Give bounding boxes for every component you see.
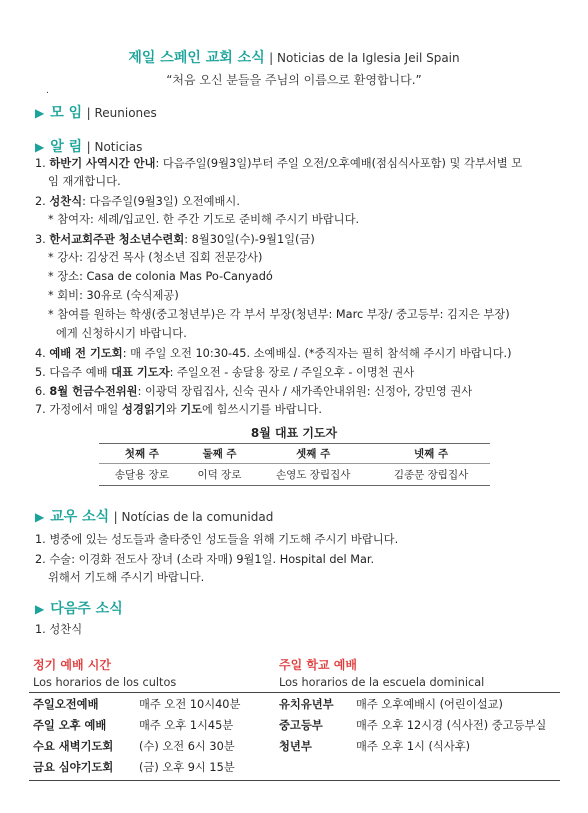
notice-2 — [35, 193, 240, 210]
table-cell: 송달용 장로 — [99, 464, 185, 486]
notice-bold: 한서교회주관 청소년수련회 — [49, 233, 185, 246]
schedule-time: (금) 오후 9시 15분 — [139, 761, 235, 774]
notice-4 — [35, 345, 512, 362]
next-1: 1. 성찬식 — [35, 623, 83, 636]
welcome-subtitle: “처음 오신 분들을 주님의 이름으로 환영합니다.” — [166, 73, 422, 87]
worship-schedule-subtitle: Los horarios de los cultos — [33, 676, 177, 689]
schedule-time: 매주 오전 10시40분 — [139, 698, 241, 711]
notice-text: : 매 주일 오전 10:30-45. 소예배실. (*중직자는 필히 참석해 주시기 바랍니다.) — [122, 347, 512, 360]
section-label-ko: 모 임 — [50, 105, 83, 121]
section-comunidad-heading — [35, 506, 273, 526]
schedule-row — [33, 759, 235, 775]
schedule-time: 매주 오후 1시45분 — [139, 719, 234, 732]
triangle-right-icon: ▶ — [35, 602, 45, 616]
schedule-time: 매주 오후 12시경 (식사전) 중고등부실 — [356, 719, 547, 732]
section-label-es: | Notícias de la comunidad — [113, 510, 274, 524]
notice-1-cont: 임 재개합니다. — [48, 175, 121, 188]
notice-3-sub-cont: 에게 신청하시기 바랍니다. — [56, 327, 187, 340]
sunday-school-title: 주일 학교 예배 — [279, 658, 357, 672]
table-cell: 손영도 장립집사 — [254, 464, 372, 486]
notice-3-sub: * 참여를 원하는 학생(중고청년부)은 각 부서 부장(청년부: Marc 부장/ 중고등부: 김지은 부장) — [48, 308, 510, 321]
divider-bottom — [29, 780, 560, 781]
table-header-cell: 넷째 주 — [372, 444, 490, 464]
triangle-right-icon: ▶ — [35, 140, 45, 154]
section-label-ko: 교우 소식 — [50, 509, 110, 525]
schedule-row — [279, 696, 503, 712]
community-2-cont: 위해서 기도해 주시기 바랍니다. — [48, 571, 205, 584]
notice-text: : 다음주일(9월3일) 오전예배시. — [82, 195, 240, 208]
notice-6 — [35, 383, 472, 400]
notice-text: 7. 가정에서 매일 — [35, 403, 123, 416]
table-header-cell: 둘째 주 — [185, 444, 255, 464]
notice-bold: 하반기 사역시간 안내 — [49, 157, 156, 170]
notice-bold: 예배 전 기도회 — [49, 347, 123, 360]
notice-text: : 이광덕 장립집사, 신숙 권사 / 새가족안내위원: 신정아, 강민영 권사 — [137, 385, 473, 398]
triangle-right-icon: ▶ — [35, 510, 45, 524]
schedule-label: 중고등부 — [279, 719, 323, 732]
dot-mark: . — [46, 86, 49, 96]
notice-text: : 주일오전 - 송달용 장로 / 주일오후 - 이명천 권사 — [169, 366, 415, 379]
table-cell: 김종문 장립집사 — [372, 464, 490, 486]
notice-3 — [35, 231, 315, 248]
notice-3-sub: * 장소: Casa de colonia Mas Po-Canyadó — [48, 270, 273, 283]
notice-text: : 8월30일(수)-9월1일(금) — [184, 233, 315, 246]
divider-top — [29, 692, 560, 693]
notice-number: 1. — [35, 157, 50, 170]
section-noticias-heading — [35, 136, 142, 156]
section-label-ko: 알 림 — [50, 139, 83, 155]
notice-1 — [35, 155, 522, 172]
schedule-label: 유치유년부 — [279, 698, 334, 711]
section-label-es: | Noticias — [86, 140, 143, 154]
notice-bold: 성경읽기 — [122, 403, 166, 416]
schedule-label: 주일오전예배 — [33, 698, 99, 711]
community-1: 1. 병중에 있는 성도들과 출타중인 성도들을 위해 기도해 주시기 바랍니다. — [35, 533, 399, 546]
notice-3-sub: * 강사: 김상건 목사 (청소년 집회 전문강사) — [48, 251, 263, 264]
table-header-cell: 첫째 주 — [99, 444, 185, 464]
sunday-school-subtitle: Los horarios de la escuela dominical — [279, 676, 485, 689]
schedule-label: 주일 오후 예배 — [33, 719, 107, 732]
schedule-row — [33, 717, 233, 733]
notice-2-sub: * 참여자: 세례/입교인. 한 주간 기도로 준비해 주시기 바랍니다. — [48, 213, 360, 226]
section-label-ko: 다음주 소식 — [50, 601, 123, 617]
table-header-row — [99, 444, 490, 464]
notice-text: 5. 다음주 예배 — [35, 366, 112, 379]
section-reuniones-heading — [35, 102, 157, 122]
page-title — [0, 47, 588, 67]
schedule-label: 청년부 — [279, 740, 312, 753]
notice-7 — [35, 401, 322, 418]
schedule-row — [279, 717, 546, 733]
notice-bold: 성찬식 — [49, 195, 83, 208]
notice-5 — [35, 364, 414, 381]
schedule-time: 매주 오후예배시 (어린이설교) — [356, 698, 503, 711]
notice-3-sub: * 회비: 30유로 (숙식제공) — [48, 289, 179, 302]
table-row — [99, 464, 490, 486]
notice-bold: 기도 — [180, 403, 203, 416]
notice-bold: 대표 기도자 — [111, 366, 170, 379]
community-2: 2. 수술: 이경화 전도사 장녀 (소라 자매) 9월1일. Hospital del Mar. — [35, 553, 375, 566]
triangle-right-icon: ▶ — [35, 106, 45, 120]
notice-number: 6. — [35, 385, 50, 398]
notice-text: 와 — [165, 403, 181, 416]
schedule-label: 금요 심야기도회 — [33, 761, 114, 774]
notice-text: 에 힘쓰시기를 바랍니다. — [202, 403, 322, 416]
rep-prayer-table — [99, 443, 490, 486]
notice-number: 2. — [35, 195, 50, 208]
schedule-row — [33, 738, 235, 754]
notice-number: 4. — [35, 347, 50, 360]
title-spanish: | Noticias de la Iglesia Jeil Spain — [269, 51, 460, 65]
worship-schedule-title: 정기 예배 시간 — [33, 658, 111, 672]
notice-number: 3. — [35, 233, 50, 246]
table-header-cell: 셋째 주 — [254, 444, 372, 464]
rep-table-title: 8월 대표 기도자 — [250, 426, 338, 440]
notice-text: : 다음주일(9월3일)부터 주일 오전/오후예배(점심식사포함) 및 각부서별 모 — [155, 157, 523, 170]
schedule-row — [279, 738, 470, 754]
notice-bold: 8월 헌금수전위원 — [49, 385, 138, 398]
table-cell: 이덕 장로 — [185, 464, 255, 486]
schedule-time: (수) 오전 6시 30분 — [139, 740, 235, 753]
schedule-label: 수요 새벽기도회 — [33, 740, 114, 753]
title-korean: 제일 스페인 교회 소식 — [128, 50, 265, 66]
schedule-time: 매주 오후 1시 (식사후) — [356, 740, 471, 753]
section-label-es: | Reuniones — [86, 106, 157, 120]
section-next-heading — [35, 598, 123, 618]
schedule-row — [33, 696, 240, 712]
